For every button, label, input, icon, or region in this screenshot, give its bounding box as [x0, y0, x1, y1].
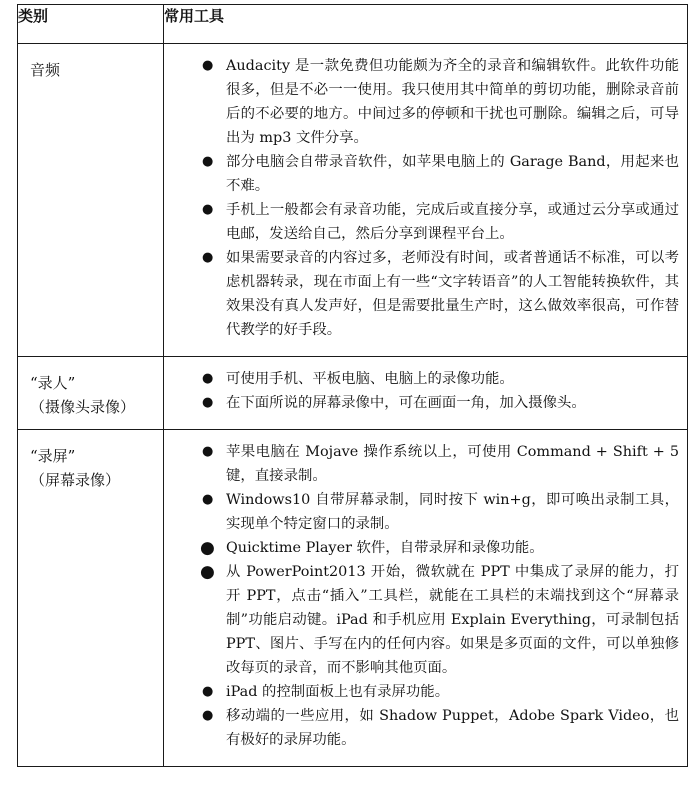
- bullet-icon: ●: [200, 562, 215, 582]
- bullet-icon: ●: [202, 444, 214, 459]
- category-sublabel: （屏幕录像）: [30, 471, 121, 489]
- bullet-icon: ●: [202, 492, 214, 507]
- list-item: ● 移动端的一些应用，如 Shadow Puppet，Adobe Spark Video，也有极好的录屏功能。: [164, 704, 679, 752]
- list-item: ● iPad 的控制面板上也有录屏功能。: [164, 680, 679, 704]
- category-label: 音频: [30, 61, 61, 79]
- list-item: ● Quicktime Player 软件，自带录屏和录像功能。: [200, 538, 544, 558]
- table-row: [18, 430, 688, 767]
- list-item: ● Windows10 自带屏幕录制，同时按下 win+g，即可唤出录制工具，实现单个特定窗口的录制。: [164, 488, 679, 536]
- tools-cell: [164, 357, 688, 430]
- bullet-icon: ●: [200, 538, 215, 558]
- bullet-icon: ●: [202, 371, 214, 386]
- list-item: ● 部分电脑会自带录音软件，如苹果电脑上的 Garage Band，用起来也不难。: [164, 150, 679, 198]
- bullet-icon: ●: [202, 154, 214, 169]
- tools-cell: [164, 430, 688, 767]
- header-category: 类别: [18, 5, 164, 44]
- list-item: ● 从 PowerPoint2013 开始，微软就在 PPT 中集成了录屏的能力，打开 PPT，点击“插入”工具栏，就能在工具栏的末端找到这个“屏幕录制”功能启动键。iPad 和手机应用 Explain Everything，可录制包括 PPT、图片、手写在内的任何内容。如果是多页面的文件，可以单独修改每页的录音，而不影响其他页面。: [200, 562, 679, 676]
- category-sublabel: （摄像头录像）: [30, 398, 136, 416]
- list-item: ● 如果需要录音的内容过多，老师没有时间，或者普通话不标准，可以考虑机器转录，现在市面上有一些“文字转语音”的人工智能转换软件，其效果没有真人发声好，但是需要批量生产时，这么做效率很高，可作替代教学的好手段。: [164, 246, 679, 342]
- bullet-icon: ●: [202, 202, 214, 217]
- table-row: [18, 357, 688, 430]
- category-cell: [18, 357, 164, 430]
- tools-cell: [164, 44, 688, 357]
- header-tools: 常用工具: [164, 5, 688, 44]
- bullet-icon: ●: [202, 250, 214, 265]
- tool-list: [164, 44, 687, 356]
- list-item: ● 苹果电脑在 Mojave 操作系统以上，可使用 Command + Shift + 5 键，直接录制。: [164, 440, 679, 488]
- bullet-icon: ●: [202, 395, 214, 410]
- category-label: “录屏”: [30, 447, 76, 465]
- header-row: [18, 5, 688, 44]
- bullet-icon: ●: [202, 58, 214, 73]
- list-item: ● 在下面所说的屏幕录像中，可在画面一角，加入摄像头。: [164, 391, 679, 415]
- table-row: [18, 44, 688, 357]
- tools-table: [17, 4, 688, 767]
- category-label: “录人”: [30, 374, 76, 392]
- list-item: ● 手机上一般都会有录音功能，完成后或直接分享，或通过云分享或通过电邮，发送给自己，然后分享到课程平台上。: [164, 198, 679, 246]
- bullet-icon: ●: [202, 684, 214, 699]
- category-cell: [18, 430, 164, 767]
- tool-list: [164, 430, 687, 766]
- bullet-icon: ●: [202, 708, 214, 723]
- list-item: ● Audacity 是一款免费但功能颇为齐全的录音和编辑软件。此软件功能很多，但是不必一一使用。我只使用其中简单的剪切功能，删除录音前后的不必要的地方。中间过多的停顿和干扰也可删除。编辑之后，可导出为 mp3 文件分享。: [164, 54, 679, 150]
- category-cell: [18, 44, 164, 357]
- tool-list: [164, 357, 687, 429]
- list-item: ● 可使用手机、平板电脑、电脑上的录像功能。: [164, 367, 679, 391]
